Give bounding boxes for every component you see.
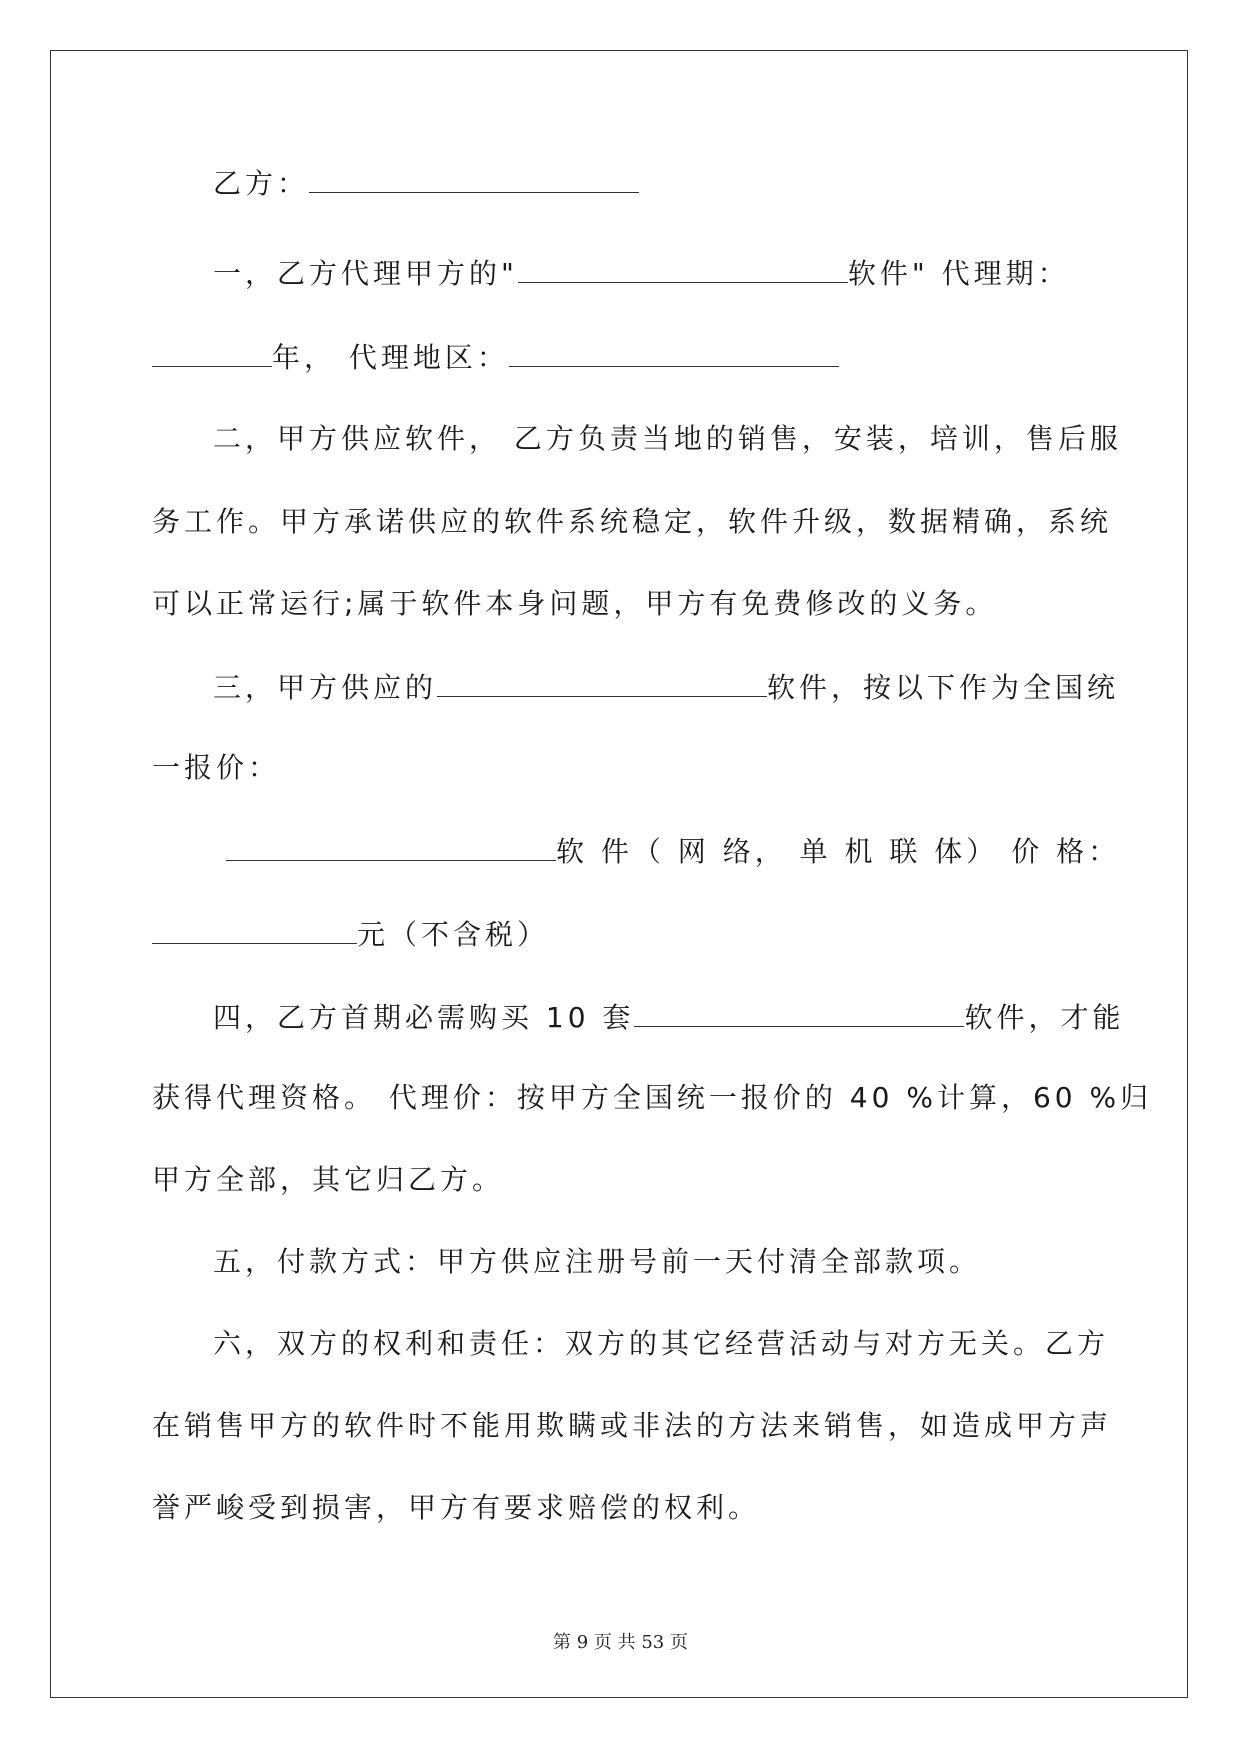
price-amount-post: 元（不含税） bbox=[357, 918, 550, 951]
term-years-blank bbox=[152, 336, 272, 367]
line-party-b bbox=[213, 162, 639, 204]
clause-4-software-blank bbox=[634, 996, 964, 1027]
line-clause-3-cont: 一报价： bbox=[152, 751, 281, 784]
line-clause-6-cont2: 誉严峻受到损害，甲方有要求赔偿的权利。 bbox=[152, 1491, 761, 1524]
line-clause-2-cont2: 可以正常运行;属于软件本身问题，甲方有免费修改的义务。 bbox=[152, 587, 998, 620]
clause-4-pre: 四，乙方首期必需购买 10 套 bbox=[213, 1001, 635, 1034]
price-item-software-blank bbox=[226, 830, 556, 861]
page-border bbox=[50, 50, 1188, 1698]
line-clause-3 bbox=[213, 666, 1119, 708]
clause-1-mid: 年， 代理地区： bbox=[272, 341, 509, 374]
clause-3-post: 软件，按以下作为全国统 bbox=[767, 671, 1120, 704]
party-b-label: 乙方： bbox=[213, 167, 310, 200]
clause-1-pre: 一，乙方代理甲方的" bbox=[213, 257, 518, 290]
clause-3-software-blank bbox=[437, 666, 767, 697]
line-price-amount bbox=[152, 913, 549, 955]
line-clause-6: 六，双方的权利和责任：双方的其它经营活动与对方无关。乙方 bbox=[213, 1327, 1110, 1360]
price-item-post: 软 件（ 网 络， 单 机 联 体） 价 格： bbox=[556, 835, 1121, 868]
clause-1-post: 软件" 代理期： bbox=[847, 257, 1070, 290]
price-amount-blank bbox=[152, 913, 357, 944]
line-clause-4 bbox=[213, 996, 1124, 1038]
clause-4-post: 软件，才能 bbox=[964, 1001, 1125, 1034]
line-clause-1 bbox=[213, 252, 1070, 294]
line-price-item bbox=[226, 830, 1120, 872]
line-clause-6-cont1: 在销售甲方的软件时不能用欺瞒或非法的方法来销售，如造成甲方声 bbox=[152, 1409, 1113, 1442]
line-clause-4-cont2: 甲方全部，其它归乙方。 bbox=[152, 1163, 505, 1196]
line-clause-2: 二，甲方供应软件， 乙方负责当地的销售，安装，培训，售后服 bbox=[213, 422, 1122, 455]
party-b-blank bbox=[309, 162, 639, 193]
line-clause-5: 五，付款方式：甲方供应注册号前一天付清全部款项。 bbox=[213, 1245, 982, 1278]
region-blank bbox=[509, 336, 839, 367]
clause-3-pre: 三，甲方供应的 bbox=[213, 671, 438, 704]
line-clause-2-cont1: 务工作。甲方承诺供应的软件系统稳定，软件升级，数据精确，系统 bbox=[152, 505, 1113, 538]
line-clause-4-cont1: 获得代理资格。 代理价：按甲方全国统一报价的 40 %计算，60 %归 bbox=[152, 1081, 1153, 1114]
line-clause-1-cont bbox=[152, 336, 839, 378]
page-number-footer: 第 9 页 共 53 页 bbox=[553, 1632, 688, 1653]
software-name-blank bbox=[518, 252, 848, 283]
